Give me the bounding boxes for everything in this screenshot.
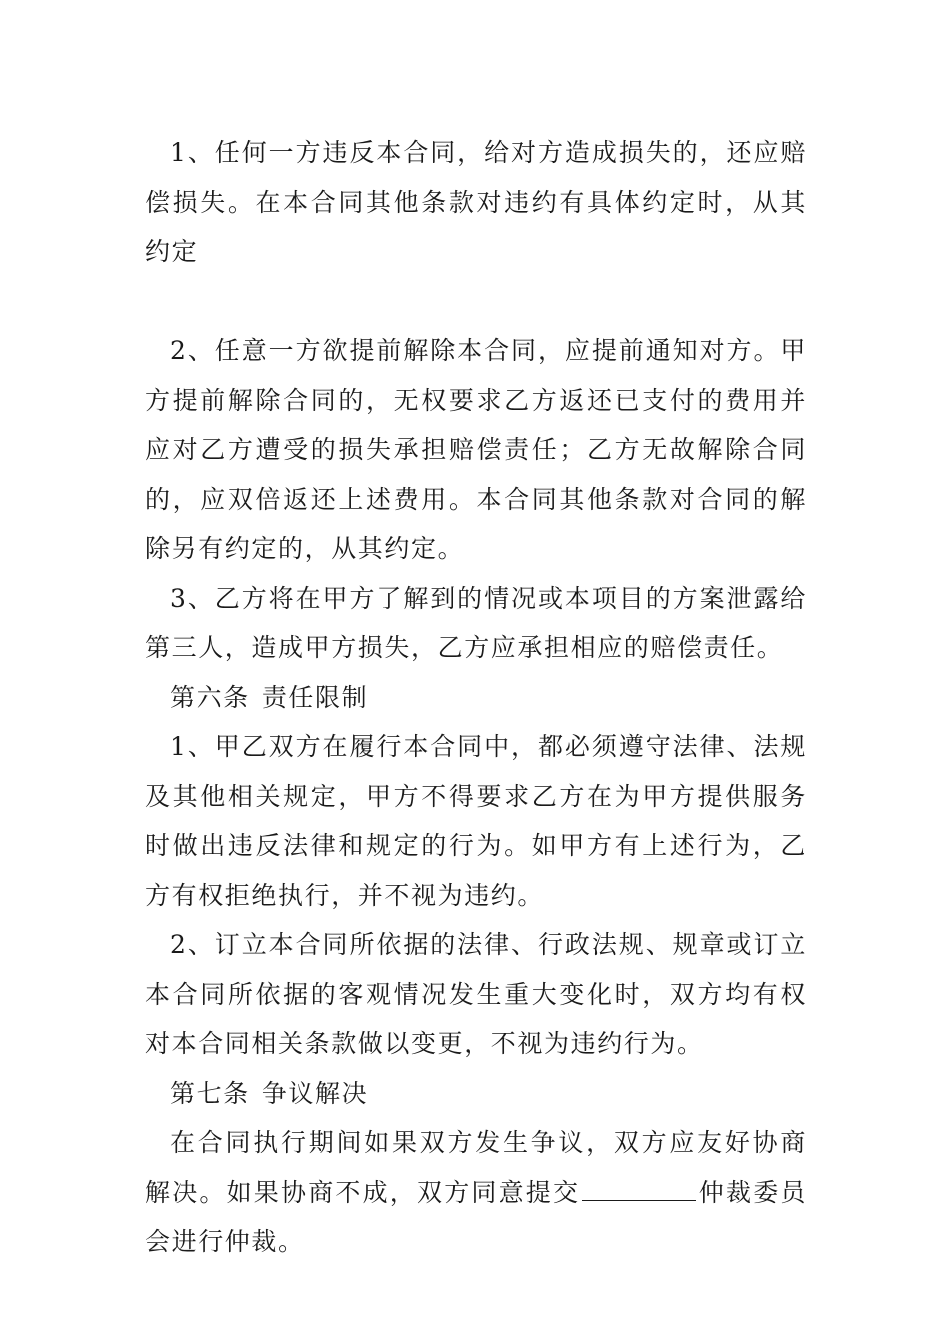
article-7-number: 第七条 xyxy=(170,1078,250,1108)
arbitration-commission-blank[interactable] xyxy=(582,1168,696,1201)
paragraph-legal-compliance: 1、甲乙双方在履行本合同中，都必须遵守法律、法规及其他相关规定，甲方不得要求乙方在为甲方提供服务时做出违反法律和规定的行为。如甲方有上述行为，乙方有权拒绝执行，并不视为违约。 xyxy=(145,732,807,910)
paragraph-dispute-resolution xyxy=(145,1118,807,1267)
article-6-heading xyxy=(145,673,807,723)
paragraph-breach-liability: 1、任何一方违反本合同，给对方造成损失的，还应赔偿损失。在本合同其他条款对违约有具体约定时，从其约定 xyxy=(145,138,807,266)
paragraph-gap xyxy=(145,277,807,327)
paragraph-change-of-law: 2、订立本合同所依据的法律、行政法规、规章或订立本合同所依据的客观情况发生重大变化时，双方均有权对本合同相关条款做以变更，不视为违约行为。 xyxy=(145,930,807,1058)
document-body xyxy=(145,128,807,1267)
article-7-title: 争议解决 xyxy=(261,1078,369,1108)
paragraph-confidentiality-breach: 3、乙方将在甲方了解到的情况或本项目的方案泄露给第三人，造成甲方损失，乙方应承担相应的赔偿责任。 xyxy=(145,583,807,662)
paragraph-early-termination: 2、任意一方欲提前解除本合同，应提前通知对方。甲方提前解除合同的，无权要求乙方返还已支付的费用并应对乙方遭受的损失承担赔偿责任；乙方无故解除合同的，应双倍返还上述费用。本合同其他条款对合同的解除另有约定的，从其约定。 xyxy=(145,336,807,563)
article-6-title: 责任限制 xyxy=(261,682,369,712)
article-6-number: 第六条 xyxy=(170,682,250,712)
dispute-text-after-blank: 仲裁委员会进行仲裁。 xyxy=(145,1177,808,1256)
article-7-heading xyxy=(145,1069,807,1119)
dispute-text-before-blank: 在合同执行期间如果双方发生争议，双方应友好协商解决。如果协商不成，双方同意提交 xyxy=(145,1128,807,1207)
